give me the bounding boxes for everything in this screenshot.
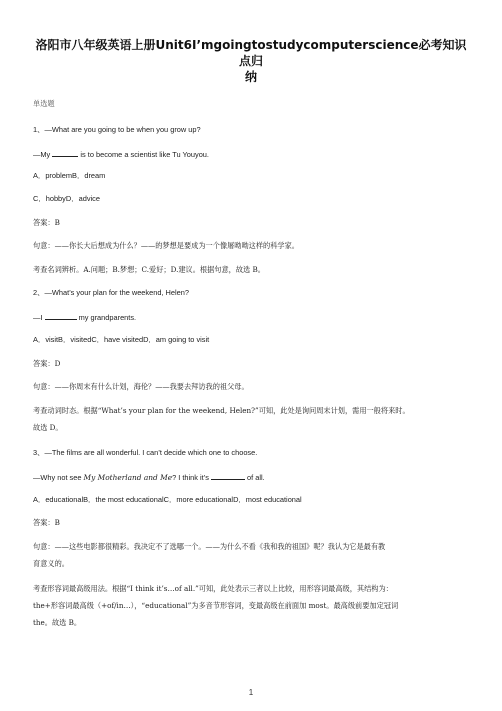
q3-analysis-1: 考查形容词最高级用法。根据“I think it’s…of all.”可知，此处表示三者以上比较，用形容词最高级，其结构为： [33, 584, 393, 593]
q1-meaning: 句意：——你长大后想成为什么？——的梦想是要成为一个像屠呦呦这样的科学家。 [33, 241, 299, 250]
q2-analysis-1: 考查动词时态。根据“What’s your plan for the weekend, Helen?”可知，此处是询问周末计划，需用一般将来时。 [33, 406, 410, 415]
title-line-2: 纳 [244, 70, 257, 84]
q1-blank [52, 149, 78, 157]
q2-options: A．visitB．visitedC．have visitedD．am going to visit [33, 335, 210, 344]
q3-meaning-1: 句意：——这些电影都很精彩。我决定不了选哪一个。——为什么不看《我和我的祖国》呢？我认为它是最有教 [33, 542, 386, 551]
q3-options: A．educationalB．the most educationalC．more educationalD．most educational [33, 495, 302, 504]
q1-line2 [33, 149, 209, 160]
q3-stem: 3、—The films are all wonderful. I can’t decide which one to choose. [33, 448, 258, 457]
q3-line2-post: of all. [247, 473, 265, 482]
q3-line2-mid: ? I think it’s [172, 473, 209, 482]
q2-line2-pre: —I [33, 313, 43, 322]
q3-answer: 答案：B [33, 518, 60, 527]
section-heading: 单选题 [33, 99, 55, 108]
q1-options-ab: A．problemB．dream [33, 171, 106, 180]
q2-answer: 答案：D [33, 359, 61, 368]
q3-blank [211, 472, 245, 480]
title-line-1: 洛阳市八年级英语上册Unit6I’mgoingtostudycomputerscience必考知识点归 [35, 38, 467, 68]
q3-analysis-2: the+形容词最高级（+of/in…），“educational”为多音节形容词，变最高级在前面加 most。最高级前要加定冠词 [33, 601, 399, 610]
q1-analysis: 考查名词辨析。A.问题；B.梦想；C.爱好；D.建议。根据句意，故选 B。 [33, 265, 265, 274]
q3-line2 [33, 472, 265, 483]
q2-blank [45, 312, 77, 320]
q1-line2-post: is to become a scientist like Tu Youyou. [80, 150, 209, 159]
q3-movie-title: My Motherland and Me [83, 473, 173, 482]
page-number: 1 [248, 688, 254, 697]
q3-meaning-2: 育意义的。 [33, 559, 69, 568]
q1-answer: 答案：B [33, 218, 60, 227]
q3-analysis-3: the。故选 B。 [33, 618, 82, 627]
q1-options-cd: C．hobbyD．advice [33, 194, 100, 203]
q2-analysis-2: 故选 D。 [33, 423, 63, 432]
q2-stem: 2、—What’s your plan for the weekend, Helen? [33, 288, 189, 297]
q2-line2 [33, 312, 136, 323]
document-title [30, 37, 472, 85]
q3-line2-pre: —Why not see [33, 473, 82, 482]
q1-line2-pre: —My [33, 150, 51, 159]
q1-stem: 1、—What are you going to be when you grow up? [33, 125, 201, 134]
q2-meaning: 句意：——你周末有什么计划，海伦？——我要去拜访我的祖父母。 [33, 382, 249, 391]
q2-line2-post: my grandparents. [78, 313, 137, 322]
